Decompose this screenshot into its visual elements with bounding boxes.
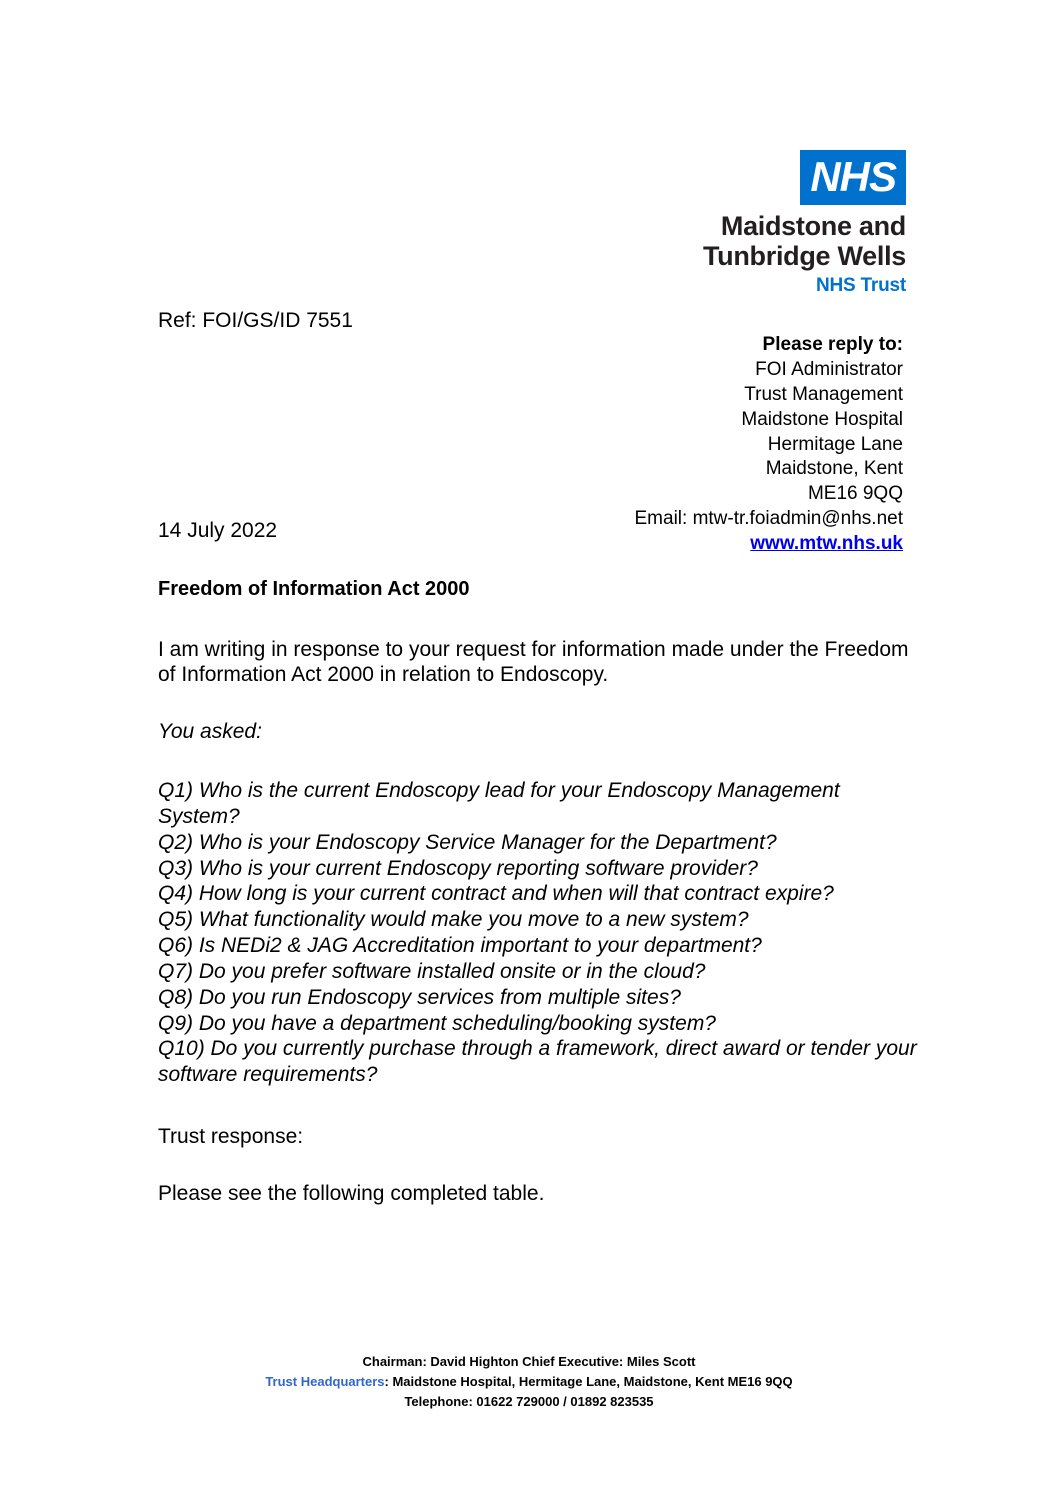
address-line-postcode: ME16 9QQ xyxy=(807,483,903,505)
question-item: Q5) What functionality would make you move to a new system? xyxy=(158,908,749,932)
footer-headquarters xyxy=(0,1372,1058,1392)
letter-body xyxy=(158,518,918,1207)
question-item: Q10) Do you currently purchase through a framework, direct award or tender your software requirements? xyxy=(158,1037,917,1087)
reply-to-heading: Please reply to: xyxy=(762,334,903,355)
questions-list xyxy=(158,778,918,1088)
address-line: FOI Administrator xyxy=(755,358,903,380)
nhs-logo-icon: NHS xyxy=(800,150,906,205)
footer-hq-address: : Maidstone Hospital, Hermitage Lane, Maidstone, Kent ME16 9QQ xyxy=(384,1374,793,1390)
you-asked-label: You asked: xyxy=(158,720,262,744)
question-item: Q1) Who is the current Endoscopy lead for your Endoscopy Management System? xyxy=(158,779,840,828)
website-link[interactable]: www.mtw.nhs.uk xyxy=(750,533,903,554)
footer-hq-label: Trust Headquarters xyxy=(265,1374,385,1390)
question-item: Q9) Do you have a department scheduling/booking system? xyxy=(158,1011,716,1035)
intro-paragraph: I am writing in response to your request for information made under the Freedom of Information Act 2000 in relation to Endoscopy. xyxy=(158,637,909,687)
question-item: Q6) Is NEDi2 & JAG Accreditation important to your department? xyxy=(158,934,762,958)
question-item: Q3) Who is your current Endoscopy reporting software provider? xyxy=(158,856,758,880)
letter-heading: Freedom of Information Act 2000 xyxy=(158,578,470,601)
address-line: Maidstone, Kent xyxy=(765,458,903,480)
trust-type-label: NHS Trust xyxy=(815,275,906,297)
trust-response-text: Please see the following completed table. xyxy=(158,1182,545,1206)
trust-response-label: Trust response: xyxy=(158,1125,304,1149)
letter-date: 14 July 2022 xyxy=(158,519,278,542)
question-item: Q4) How long is your current contract and when will that contract expire? xyxy=(158,882,834,906)
address-line: Hermitage Lane xyxy=(767,433,903,455)
email-line: Email: mtw-tr.foiadmin@nhs.net xyxy=(634,508,903,530)
trust-name-line-2: Tunbridge Wells xyxy=(702,241,906,272)
question-item: Q7) Do you prefer software installed onsite or in the cloud? xyxy=(158,959,706,983)
address-line: Maidstone Hospital xyxy=(741,408,903,430)
address-line: Trust Management xyxy=(744,383,903,405)
trust-name-line-1: Maidstone and xyxy=(720,211,906,241)
footer-executives: Chairman: David Highton Chief Executive: Miles Scott xyxy=(362,1354,696,1369)
question-item: Q8) Do you run Endoscopy services from multiple sites? xyxy=(158,985,681,1009)
footer-telephone: Telephone: 01622 729000 / 01892 823535 xyxy=(404,1394,654,1410)
nhs-trust-logo xyxy=(696,150,906,297)
reference-number: Ref: FOI/GS/ID 7551 xyxy=(158,309,353,332)
page-footer xyxy=(0,1352,1058,1412)
question-item: Q2) Who is your Endoscopy Service Manager for the Department? xyxy=(158,830,777,854)
